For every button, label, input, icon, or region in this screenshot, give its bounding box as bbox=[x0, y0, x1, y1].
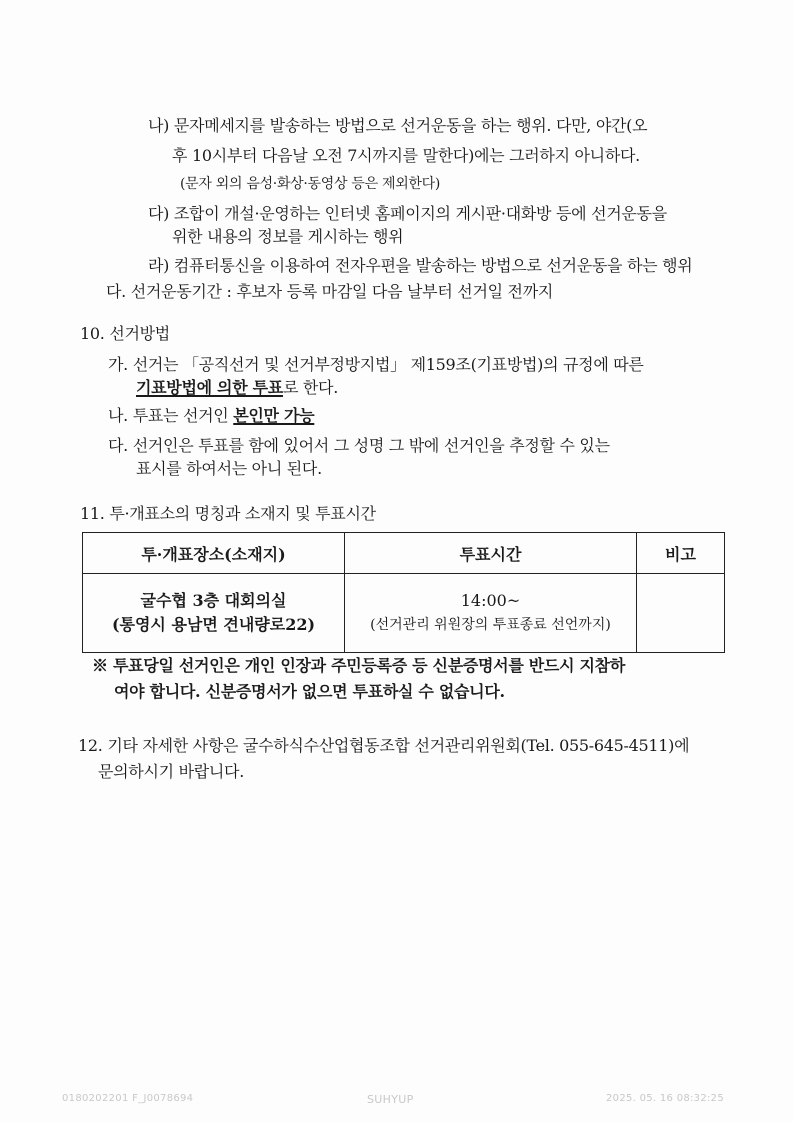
time-start: 14:00~ bbox=[460, 591, 521, 610]
method-na-bold: 본인만 가능 bbox=[233, 406, 315, 425]
footer-timestamp: 2025. 05. 16 08:32:25 bbox=[606, 1093, 725, 1104]
item-c-line1: 다) 조합이 개설·운영하는 인터넷 홈페이지의 게시판·대화방 등에 선거운동을 bbox=[148, 204, 667, 223]
section12-line1: 12. 기타 자세한 사항은 굴수하식수산업협동조합 선거관리위원회(Tel. 055-645-4511)에 bbox=[78, 736, 690, 755]
polling-table bbox=[82, 532, 725, 653]
section10-heading: 10. 선거방법 bbox=[80, 324, 170, 343]
place-address: (통영시 용남면 견내량로22) bbox=[111, 615, 316, 634]
method-ga-line1: 가. 선거는 「공직선거 및 선거부정방지법」 제159조(기표방법)의 규정에 따른 bbox=[108, 355, 644, 374]
cell-note bbox=[637, 574, 725, 653]
item-b-line1: 나) 문자메세지를 발송하는 방법으로 선거운동을 하는 행위. 다만, 야간(오 bbox=[148, 116, 648, 135]
place-name: 굴수협 3층 대회의실 bbox=[140, 591, 287, 610]
method-ga-bold: 기표방법에 의한 투표 bbox=[136, 378, 283, 397]
item-b-note: (문자 외의 음성·화상·동영상 등은 제외한다) bbox=[180, 176, 441, 192]
section12-line2: 문의하시기 바랍니다. bbox=[98, 762, 244, 781]
cell-time bbox=[345, 574, 637, 653]
item-b-line2: 후 10시부터 다음날 오전 7시까지를 말한다)에는 그러하지 아니하다. bbox=[172, 146, 640, 165]
item-c-line2: 위한 내용의 정보를 게시하는 행위 bbox=[172, 227, 404, 246]
method-na-line bbox=[108, 406, 314, 426]
cell-place bbox=[83, 574, 345, 653]
notice-line2: 여야 합니다. 신분증명서가 없으면 투표하실 수 없습니다. bbox=[114, 682, 505, 701]
footer-center: SUHYUP bbox=[367, 1093, 414, 1106]
method-da-line1: 다. 선거인은 투표를 함에 있어서 그 성명 그 밖에 선거인을 추정할 수 있는 bbox=[108, 436, 610, 455]
header-place: 투·개표장소(소재지) bbox=[83, 533, 345, 574]
method-ga-rest: 로 한다. bbox=[282, 378, 338, 397]
method-da-line2: 표시를 하여서는 아니 된다. bbox=[136, 459, 322, 478]
table-row bbox=[83, 574, 725, 653]
table-header-row bbox=[83, 533, 725, 574]
item-d-line1: 라) 컴퓨터통신을 이용하여 전자우편을 발송하는 방법으로 선거운동을 하는 행위 bbox=[148, 256, 693, 275]
method-na-prefix: 나. 투표는 선거인 bbox=[108, 406, 234, 425]
time-end: (선거관리 위원장의 투표종료 선언까지) bbox=[370, 617, 611, 633]
notice-line1: ※ 투표당일 선거인은 개인 인장과 주민등록증 등 신분증명서를 반드시 지참하 bbox=[92, 656, 625, 675]
footer-doc-id: 0180202201 F_J0078694 bbox=[62, 1093, 194, 1104]
method-ga-line2 bbox=[136, 378, 338, 398]
header-note: 비고 bbox=[637, 533, 725, 574]
campaign-period: 다. 선거운동기간 : 후보자 등록 마감일 다음 날부터 선거일 전까지 bbox=[106, 282, 554, 301]
header-time: 투표시간 bbox=[345, 533, 637, 574]
section11-heading: 11. 투·개표소의 명칭과 소재지 및 투표시간 bbox=[80, 504, 376, 523]
